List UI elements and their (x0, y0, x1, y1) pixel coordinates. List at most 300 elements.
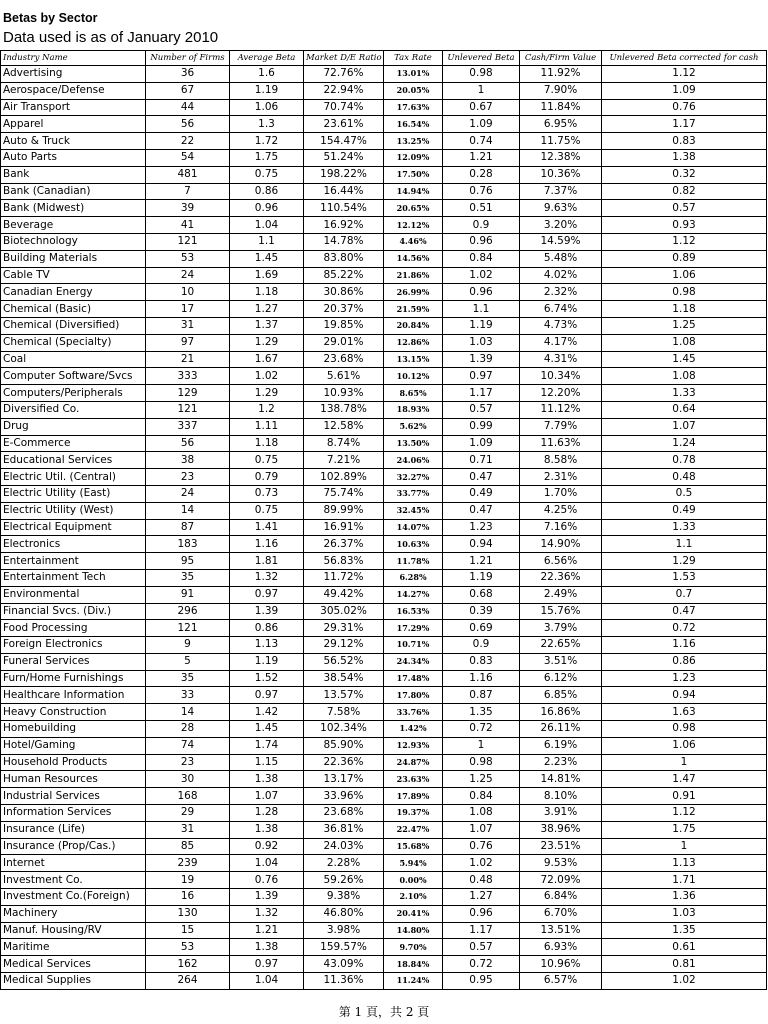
de-ratio-cell: 154.47% (304, 133, 384, 150)
unlevered-beta-cell: 0.51 (443, 200, 520, 217)
de-ratio-cell: 10.93% (304, 385, 384, 402)
cash-firm-value-cell: 23.51% (520, 838, 602, 855)
corrected-beta-cell: 1.36 (602, 889, 767, 906)
corrected-beta-cell: 0.48 (602, 469, 767, 486)
corrected-beta-cell: 1.33 (602, 519, 767, 536)
table-row (1, 788, 767, 805)
average-beta-cell: 1.04 (230, 217, 304, 234)
corrected-beta-cell: 1.17 (602, 116, 767, 133)
tax-rate-cell: 24.34% (384, 653, 443, 670)
unlevered-beta-cell: 0.67 (443, 99, 520, 116)
industry-name-cell: Insurance (Prop/Cas.) (1, 838, 146, 855)
firms-cell: 21 (146, 351, 230, 368)
average-beta-cell: 1.15 (230, 754, 304, 771)
firms-cell: 15 (146, 922, 230, 939)
firms-cell: 19 (146, 872, 230, 889)
de-ratio-cell: 83.80% (304, 250, 384, 267)
corrected-beta-cell: 0.61 (602, 939, 767, 956)
de-ratio-cell: 102.34% (304, 721, 384, 738)
table-body (1, 66, 767, 990)
average-beta-cell: 1.41 (230, 519, 304, 536)
firms-cell: 130 (146, 905, 230, 922)
average-beta-cell: 0.79 (230, 469, 304, 486)
firms-cell: 183 (146, 536, 230, 553)
industry-name-cell: Canadian Energy (1, 284, 146, 301)
corrected-beta-cell: 1.25 (602, 317, 767, 334)
corrected-beta-cell: 1.06 (602, 267, 767, 284)
cash-firm-value-cell: 7.79% (520, 418, 602, 435)
industry-name-cell: Chemical (Basic) (1, 301, 146, 318)
table-row (1, 116, 767, 133)
cash-firm-value-cell: 7.37% (520, 183, 602, 200)
cash-firm-value-cell: 4.02% (520, 267, 602, 284)
cash-firm-value-cell: 11.75% (520, 133, 602, 150)
table-row (1, 385, 767, 402)
industry-name-cell: Homebuilding (1, 721, 146, 738)
firms-cell: 28 (146, 721, 230, 738)
average-beta-cell: 1.6 (230, 66, 304, 83)
corrected-beta-cell: 0.72 (602, 620, 767, 637)
tax-rate-cell: 13.50% (384, 435, 443, 452)
cash-firm-value-cell: 12.20% (520, 385, 602, 402)
corrected-beta-cell: 1.29 (602, 553, 767, 570)
unlevered-beta-cell: 1.03 (443, 334, 520, 351)
corrected-beta-cell: 0.94 (602, 687, 767, 704)
de-ratio-cell: 36.81% (304, 821, 384, 838)
tax-rate-cell: 9.70% (384, 939, 443, 956)
de-ratio-cell: 23.68% (304, 805, 384, 822)
tax-rate-cell: 1.42% (384, 721, 443, 738)
tax-rate-cell: 20.41% (384, 905, 443, 922)
table-row (1, 452, 767, 469)
corrected-beta-cell: 0.47 (602, 603, 767, 620)
average-beta-cell: 1.11 (230, 418, 304, 435)
average-beta-cell: 0.92 (230, 838, 304, 855)
corrected-beta-cell: 0.91 (602, 788, 767, 805)
cash-firm-value-cell: 6.70% (520, 905, 602, 922)
cash-firm-value-cell: 38.96% (520, 821, 602, 838)
firms-cell: 53 (146, 250, 230, 267)
table-row (1, 973, 767, 990)
industry-name-cell: Apparel (1, 116, 146, 133)
industry-name-cell: Electric Util. (Central) (1, 469, 146, 486)
average-beta-cell: 1.39 (230, 603, 304, 620)
average-beta-cell: 1.67 (230, 351, 304, 368)
table-row (1, 435, 767, 452)
industry-name-cell: Financial Svcs. (Div.) (1, 603, 146, 620)
corrected-beta-cell: 1 (602, 838, 767, 855)
unlevered-beta-cell: 1.1 (443, 301, 520, 318)
corrected-beta-cell: 1.1 (602, 536, 767, 553)
corrected-beta-cell: 1.08 (602, 334, 767, 351)
unlevered-beta-cell: 0.9 (443, 217, 520, 234)
table-row (1, 855, 767, 872)
corrected-beta-cell: 1.09 (602, 82, 767, 99)
average-beta-cell: 1.16 (230, 536, 304, 553)
unlevered-beta-cell: 0.94 (443, 536, 520, 553)
firms-cell: 16 (146, 889, 230, 906)
cash-firm-value-cell: 13.51% (520, 922, 602, 939)
table-row (1, 956, 767, 973)
cash-firm-value-cell: 11.12% (520, 401, 602, 418)
table-row (1, 653, 767, 670)
tax-rate-cell: 12.09% (384, 149, 443, 166)
industry-name-cell: Foreign Electronics (1, 637, 146, 654)
corrected-beta-cell: 1.38 (602, 149, 767, 166)
unlevered-beta-cell: 0.76 (443, 838, 520, 855)
de-ratio-cell: 20.37% (304, 301, 384, 318)
industry-name-cell: Investment Co.(Foreign) (1, 889, 146, 906)
corrected-beta-cell: 0.83 (602, 133, 767, 150)
firms-cell: 41 (146, 217, 230, 234)
table-row (1, 637, 767, 654)
firms-cell: 36 (146, 66, 230, 83)
corrected-beta-cell: 1.63 (602, 704, 767, 721)
cash-firm-value-cell: 11.63% (520, 435, 602, 452)
table-row (1, 603, 767, 620)
industry-name-cell: Machinery (1, 905, 146, 922)
industry-name-cell: Furn/Home Furnishings (1, 670, 146, 687)
industry-name-cell: Educational Services (1, 452, 146, 469)
firms-cell: 53 (146, 939, 230, 956)
industry-name-cell: Entertainment (1, 553, 146, 570)
table-row (1, 553, 767, 570)
corrected-beta-cell: 1.53 (602, 569, 767, 586)
unlevered-beta-cell: 1.09 (443, 435, 520, 452)
de-ratio-cell: 7.21% (304, 452, 384, 469)
unlevered-beta-cell: 1.21 (443, 149, 520, 166)
unlevered-beta-cell: 0.57 (443, 401, 520, 418)
corrected-beta-cell: 1.75 (602, 821, 767, 838)
industry-name-cell: Maritime (1, 939, 146, 956)
industry-name-cell: Chemical (Specialty) (1, 334, 146, 351)
average-beta-cell: 1.02 (230, 368, 304, 385)
tax-rate-cell: 10.63% (384, 536, 443, 553)
de-ratio-cell: 29.12% (304, 637, 384, 654)
unlevered-beta-cell: 0.99 (443, 418, 520, 435)
cash-firm-value-cell: 6.74% (520, 301, 602, 318)
corrected-beta-cell: 1.12 (602, 805, 767, 822)
firms-cell: 29 (146, 805, 230, 822)
firms-cell: 264 (146, 973, 230, 990)
corrected-beta-cell: 1.08 (602, 368, 767, 385)
tax-rate-cell: 33.77% (384, 485, 443, 502)
average-beta-cell: 1.37 (230, 317, 304, 334)
tax-rate-cell: 14.94% (384, 183, 443, 200)
average-beta-cell: 1.19 (230, 653, 304, 670)
cash-firm-value-cell: 6.56% (520, 553, 602, 570)
unlevered-beta-cell: 1 (443, 737, 520, 754)
cash-firm-value-cell: 10.96% (520, 956, 602, 973)
cash-firm-value-cell: 6.12% (520, 670, 602, 687)
industry-name-cell: Electric Utility (West) (1, 502, 146, 519)
industry-name-cell: Drug (1, 418, 146, 435)
firms-cell: 239 (146, 855, 230, 872)
cash-firm-value-cell: 14.81% (520, 771, 602, 788)
firms-cell: 481 (146, 166, 230, 183)
tax-rate-cell: 24.87% (384, 754, 443, 771)
cash-firm-value-cell: 10.34% (520, 368, 602, 385)
tax-rate-cell: 6.28% (384, 569, 443, 586)
de-ratio-cell: 23.61% (304, 116, 384, 133)
tax-rate-cell: 13.01% (384, 66, 443, 83)
de-ratio-cell: 11.36% (304, 973, 384, 990)
average-beta-cell: 1.19 (230, 82, 304, 99)
cash-firm-value-cell: 12.38% (520, 149, 602, 166)
average-beta-cell: 1.27 (230, 301, 304, 318)
industry-name-cell: Environmental (1, 586, 146, 603)
cash-firm-value-cell: 2.32% (520, 284, 602, 301)
tax-rate-cell: 20.65% (384, 200, 443, 217)
de-ratio-cell: 102.89% (304, 469, 384, 486)
tax-rate-cell: 13.25% (384, 133, 443, 150)
average-beta-cell: 1.81 (230, 553, 304, 570)
cash-firm-value-cell: 8.10% (520, 788, 602, 805)
firms-cell: 162 (146, 956, 230, 973)
average-beta-cell: 1.04 (230, 855, 304, 872)
de-ratio-cell: 2.28% (304, 855, 384, 872)
unlevered-beta-cell: 1 (443, 82, 520, 99)
average-beta-cell: 1.3 (230, 116, 304, 133)
unlevered-beta-cell: 0.84 (443, 788, 520, 805)
cash-firm-value-cell: 2.23% (520, 754, 602, 771)
unlevered-beta-cell: 1.27 (443, 889, 520, 906)
header-unlevered-beta: Unlevered Beta (443, 51, 520, 66)
average-beta-cell: 1.06 (230, 99, 304, 116)
corrected-beta-cell: 0.81 (602, 956, 767, 973)
unlevered-beta-cell: 0.74 (443, 133, 520, 150)
cash-firm-value-cell: 22.65% (520, 637, 602, 654)
unlevered-beta-cell: 1.19 (443, 317, 520, 334)
tax-rate-cell: 26.99% (384, 284, 443, 301)
tax-rate-cell: 17.48% (384, 670, 443, 687)
industry-name-cell: Advertising (1, 66, 146, 83)
unlevered-beta-cell: 0.28 (443, 166, 520, 183)
firms-cell: 35 (146, 670, 230, 687)
tax-rate-cell: 20.84% (384, 317, 443, 334)
firms-cell: 7 (146, 183, 230, 200)
firms-cell: 23 (146, 754, 230, 771)
firms-cell: 22 (146, 133, 230, 150)
table-row (1, 620, 767, 637)
unlevered-beta-cell: 0.57 (443, 939, 520, 956)
tax-rate-cell: 17.80% (384, 687, 443, 704)
firms-cell: 87 (146, 519, 230, 536)
cash-firm-value-cell: 5.48% (520, 250, 602, 267)
average-beta-cell: 1.52 (230, 670, 304, 687)
average-beta-cell: 1.18 (230, 435, 304, 452)
corrected-beta-cell: 1.13 (602, 855, 767, 872)
tax-rate-cell: 20.05% (384, 82, 443, 99)
tax-rate-cell: 21.59% (384, 301, 443, 318)
average-beta-cell: 1.2 (230, 401, 304, 418)
cash-firm-value-cell: 6.85% (520, 687, 602, 704)
firms-cell: 121 (146, 401, 230, 418)
industry-name-cell: Computers/Peripherals (1, 385, 146, 402)
firms-cell: 296 (146, 603, 230, 620)
table-row (1, 401, 767, 418)
tax-rate-cell: 17.50% (384, 166, 443, 183)
table-row (1, 368, 767, 385)
table-row (1, 889, 767, 906)
de-ratio-cell: 33.96% (304, 788, 384, 805)
firms-cell: 56 (146, 116, 230, 133)
average-beta-cell: 1.69 (230, 267, 304, 284)
de-ratio-cell: 46.80% (304, 905, 384, 922)
cash-firm-value-cell: 15.76% (520, 603, 602, 620)
corrected-beta-cell: 0.5 (602, 485, 767, 502)
de-ratio-cell: 56.52% (304, 653, 384, 670)
unlevered-beta-cell: 0.96 (443, 905, 520, 922)
table-row (1, 687, 767, 704)
unlevered-beta-cell: 1.09 (443, 116, 520, 133)
unlevered-beta-cell: 0.95 (443, 973, 520, 990)
average-beta-cell: 1.04 (230, 973, 304, 990)
industry-name-cell: E-Commerce (1, 435, 146, 452)
industry-name-cell: Funeral Services (1, 653, 146, 670)
industry-name-cell: Computer Software/Svcs (1, 368, 146, 385)
table-row (1, 217, 767, 234)
average-beta-cell: 1.18 (230, 284, 304, 301)
unlevered-beta-cell: 0.71 (443, 452, 520, 469)
cash-firm-value-cell: 3.20% (520, 217, 602, 234)
average-beta-cell: 0.75 (230, 452, 304, 469)
de-ratio-cell: 110.54% (304, 200, 384, 217)
cash-firm-value-cell: 11.92% (520, 66, 602, 83)
industry-name-cell: Information Services (1, 805, 146, 822)
table-row (1, 754, 767, 771)
table-row (1, 133, 767, 150)
de-ratio-cell: 198.22% (304, 166, 384, 183)
de-ratio-cell: 16.91% (304, 519, 384, 536)
cash-firm-value-cell: 7.16% (520, 519, 602, 536)
cash-firm-value-cell: 3.79% (520, 620, 602, 637)
tax-rate-cell: 12.86% (384, 334, 443, 351)
tax-rate-cell: 11.24% (384, 973, 443, 990)
cash-firm-value-cell: 72.09% (520, 872, 602, 889)
de-ratio-cell: 138.78% (304, 401, 384, 418)
firms-cell: 85 (146, 838, 230, 855)
cash-firm-value-cell: 3.91% (520, 805, 602, 822)
de-ratio-cell: 51.24% (304, 149, 384, 166)
header-row (1, 51, 767, 66)
table-row (1, 183, 767, 200)
tax-rate-cell: 13.15% (384, 351, 443, 368)
cash-firm-value-cell: 10.36% (520, 166, 602, 183)
cash-firm-value-cell: 6.95% (520, 116, 602, 133)
cash-firm-value-cell: 4.25% (520, 502, 602, 519)
unlevered-beta-cell: 0.98 (443, 754, 520, 771)
firms-cell: 24 (146, 267, 230, 284)
de-ratio-cell: 23.68% (304, 351, 384, 368)
header-firms: Number of Firms (146, 51, 230, 66)
average-beta-cell: 1.13 (230, 637, 304, 654)
unlevered-beta-cell: 0.49 (443, 485, 520, 502)
unlevered-beta-cell: 0.98 (443, 66, 520, 83)
tax-rate-cell: 12.12% (384, 217, 443, 234)
firms-cell: 31 (146, 317, 230, 334)
corrected-beta-cell: 1.07 (602, 418, 767, 435)
average-beta-cell: 1.38 (230, 821, 304, 838)
unlevered-beta-cell: 1.17 (443, 922, 520, 939)
de-ratio-cell: 14.78% (304, 233, 384, 250)
tax-rate-cell: 33.76% (384, 704, 443, 721)
de-ratio-cell: 89.99% (304, 502, 384, 519)
unlevered-beta-cell: 1.07 (443, 821, 520, 838)
corrected-beta-cell: 0.93 (602, 217, 767, 234)
tax-rate-cell: 10.12% (384, 368, 443, 385)
average-beta-cell: 0.73 (230, 485, 304, 502)
tax-rate-cell: 24.06% (384, 452, 443, 469)
unlevered-beta-cell: 1.39 (443, 351, 520, 368)
average-beta-cell: 1.42 (230, 704, 304, 721)
table-row (1, 771, 767, 788)
cash-firm-value-cell: 6.84% (520, 889, 602, 906)
average-beta-cell: 1.21 (230, 922, 304, 939)
unlevered-beta-cell: 0.72 (443, 721, 520, 738)
header-industry: Industry Name (1, 51, 146, 66)
firms-cell: 9 (146, 637, 230, 654)
de-ratio-cell: 29.31% (304, 620, 384, 637)
average-beta-cell: 0.76 (230, 872, 304, 889)
header-de-ratio: Market D/E Ratio (304, 51, 384, 66)
unlevered-beta-cell: 0.47 (443, 469, 520, 486)
average-beta-cell: 1.38 (230, 939, 304, 956)
industry-name-cell: Bank (1, 166, 146, 183)
table-row (1, 200, 767, 217)
tax-rate-cell: 8.65% (384, 385, 443, 402)
industry-name-cell: Manuf. Housing/RV (1, 922, 146, 939)
industry-name-cell: Diversified Co. (1, 401, 146, 418)
table-row (1, 267, 767, 284)
firms-cell: 23 (146, 469, 230, 486)
unlevered-beta-cell: 0.87 (443, 687, 520, 704)
tax-rate-cell: 32.27% (384, 469, 443, 486)
corrected-beta-cell: 1.35 (602, 922, 767, 939)
sheet-subtitle: Data used is as of January 2010 (3, 29, 219, 46)
de-ratio-cell: 11.72% (304, 569, 384, 586)
firms-cell: 31 (146, 821, 230, 838)
unlevered-beta-cell: 1.02 (443, 855, 520, 872)
tax-rate-cell: 19.37% (384, 805, 443, 822)
average-beta-cell: 1.38 (230, 771, 304, 788)
cash-firm-value-cell: 9.53% (520, 855, 602, 872)
de-ratio-cell: 59.26% (304, 872, 384, 889)
de-ratio-cell: 49.42% (304, 586, 384, 603)
table-row (1, 334, 767, 351)
table-row (1, 922, 767, 939)
unlevered-beta-cell: 0.84 (443, 250, 520, 267)
tax-rate-cell: 12.93% (384, 737, 443, 754)
tax-rate-cell: 16.53% (384, 603, 443, 620)
tax-rate-cell: 2.10% (384, 889, 443, 906)
firms-cell: 17 (146, 301, 230, 318)
unlevered-beta-cell: 1.19 (443, 569, 520, 586)
firms-cell: 35 (146, 569, 230, 586)
industry-name-cell: Building Materials (1, 250, 146, 267)
average-beta-cell: 0.75 (230, 502, 304, 519)
table-row (1, 149, 767, 166)
unlevered-beta-cell: 0.39 (443, 603, 520, 620)
tax-rate-cell: 5.94% (384, 855, 443, 872)
corrected-beta-cell: 1.33 (602, 385, 767, 402)
firms-cell: 67 (146, 82, 230, 99)
table-row (1, 66, 767, 83)
tax-rate-cell: 11.78% (384, 553, 443, 570)
unlevered-beta-cell: 1.21 (443, 553, 520, 570)
corrected-beta-cell: 1.45 (602, 351, 767, 368)
corrected-beta-cell: 1.06 (602, 737, 767, 754)
